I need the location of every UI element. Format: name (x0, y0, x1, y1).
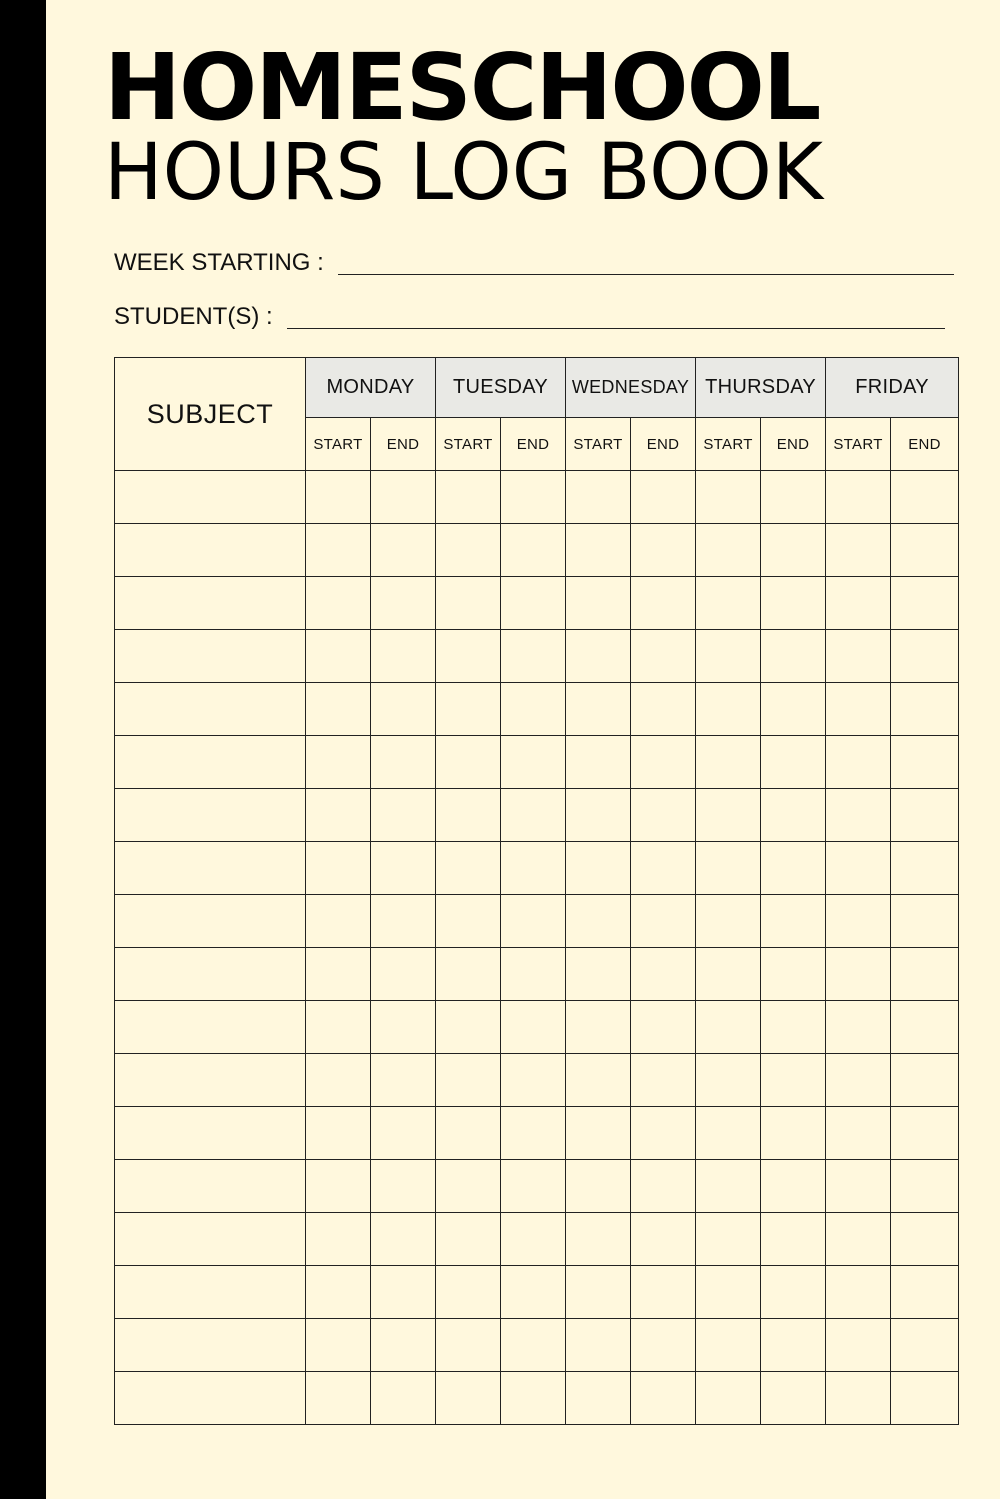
thursday-end-cell[interactable] (761, 789, 826, 842)
thursday-start-cell[interactable] (696, 1266, 761, 1319)
wednesday-end-cell[interactable] (631, 1266, 696, 1319)
thursday-end-cell[interactable] (761, 524, 826, 577)
subject-header: SUBJECT (115, 358, 306, 471)
wednesday-start-cell[interactable] (566, 789, 631, 842)
monday-start-cell[interactable] (306, 1372, 371, 1425)
table-row (115, 471, 959, 524)
monday-start-cell[interactable] (306, 895, 371, 948)
thursday-end-cell[interactable] (761, 1107, 826, 1160)
tuesday-start-cell[interactable] (436, 1054, 501, 1107)
thursday-start-cell[interactable] (696, 789, 761, 842)
wednesday-start-cell[interactable] (566, 1001, 631, 1054)
friday-end-cell[interactable] (891, 524, 959, 577)
monday-start-cell[interactable] (306, 736, 371, 789)
monday-end-cell[interactable] (371, 1001, 436, 1054)
friday-start-cell[interactable] (826, 1319, 891, 1372)
table-row (115, 1160, 959, 1213)
monday-start-header: START (306, 418, 371, 471)
friday-start-cell[interactable] (826, 1372, 891, 1425)
wednesday-end-cell[interactable] (631, 1160, 696, 1213)
tuesday-end-cell[interactable] (501, 895, 566, 948)
friday-end-cell[interactable] (891, 1001, 959, 1054)
thursday-end-header: END (761, 418, 826, 471)
monday-start-cell[interactable] (306, 1054, 371, 1107)
tuesday-start-cell[interactable] (436, 524, 501, 577)
friday-start-cell[interactable] (826, 630, 891, 683)
tuesday-end-cell[interactable] (501, 1001, 566, 1054)
wednesday-end-cell[interactable] (631, 577, 696, 630)
tuesday-start-cell[interactable] (436, 471, 501, 524)
thursday-end-cell[interactable] (761, 1001, 826, 1054)
tuesday-start-cell[interactable] (436, 948, 501, 1001)
tuesday-end-cell[interactable] (501, 789, 566, 842)
thursday-end-cell[interactable] (761, 1213, 826, 1266)
monday-end-cell[interactable] (371, 1266, 436, 1319)
wednesday-end-cell[interactable] (631, 683, 696, 736)
thursday-end-cell[interactable] (761, 1266, 826, 1319)
friday-start-cell[interactable] (826, 842, 891, 895)
wednesday-start-cell[interactable] (566, 524, 631, 577)
wednesday-start-cell[interactable] (566, 1266, 631, 1319)
friday-start-cell[interactable] (826, 1001, 891, 1054)
monday-end-cell[interactable] (371, 683, 436, 736)
thursday-end-cell[interactable] (761, 1372, 826, 1425)
friday-start-cell[interactable] (826, 948, 891, 1001)
monday-start-cell[interactable] (306, 1213, 371, 1266)
tuesday-start-cell[interactable] (436, 1319, 501, 1372)
friday-start-header: START (826, 418, 891, 471)
week-starting-field (114, 245, 954, 277)
subject-cell[interactable] (115, 1213, 306, 1266)
thursday-start-cell[interactable] (696, 1213, 761, 1266)
subject-cell[interactable] (115, 842, 306, 895)
wednesday-start-cell[interactable] (566, 895, 631, 948)
monday-end-cell[interactable] (371, 1054, 436, 1107)
monday-end-cell[interactable] (371, 524, 436, 577)
friday-end-cell[interactable] (891, 577, 959, 630)
wednesday-start-cell[interactable] (566, 1160, 631, 1213)
wednesday-start-cell[interactable] (566, 471, 631, 524)
tuesday-start-cell[interactable] (436, 1107, 501, 1160)
tuesday-start-cell[interactable] (436, 736, 501, 789)
tuesday-end-cell[interactable] (501, 1054, 566, 1107)
wednesday-end-cell[interactable] (631, 789, 696, 842)
thursday-end-cell[interactable] (761, 736, 826, 789)
monday-end-cell[interactable] (371, 842, 436, 895)
wednesday-end-cell[interactable] (631, 524, 696, 577)
monday-end-cell[interactable] (371, 789, 436, 842)
table-row (115, 1107, 959, 1160)
table-row (115, 630, 959, 683)
tuesday-end-cell[interactable] (501, 1213, 566, 1266)
subject-cell[interactable] (115, 1001, 306, 1054)
tuesday-end-cell[interactable] (501, 1107, 566, 1160)
monday-end-cell[interactable] (371, 577, 436, 630)
monday-end-cell[interactable] (371, 1372, 436, 1425)
monday-start-cell[interactable] (306, 789, 371, 842)
thursday-end-cell[interactable] (761, 471, 826, 524)
table-row (115, 1001, 959, 1054)
thursday-start-cell[interactable] (696, 1107, 761, 1160)
monday-end-header: END (371, 418, 436, 471)
friday-start-cell[interactable] (826, 789, 891, 842)
wednesday-start-cell[interactable] (566, 948, 631, 1001)
wednesday-start-cell[interactable] (566, 842, 631, 895)
wednesday-end-cell[interactable] (631, 736, 696, 789)
wednesday-start-cell[interactable] (566, 1213, 631, 1266)
friday-end-cell[interactable] (891, 1107, 959, 1160)
tuesday-start-cell[interactable] (436, 895, 501, 948)
monday-end-cell[interactable] (371, 895, 436, 948)
thursday-start-cell[interactable] (696, 1160, 761, 1213)
monday-end-cell[interactable] (371, 1319, 436, 1372)
friday-end-cell[interactable] (891, 948, 959, 1001)
thursday-start-header: START (696, 418, 761, 471)
wednesday-end-cell[interactable] (631, 1213, 696, 1266)
monday-start-cell[interactable] (306, 1001, 371, 1054)
wednesday-start-cell[interactable] (566, 577, 631, 630)
wednesday-end-cell[interactable] (631, 471, 696, 524)
thursday-start-cell[interactable] (696, 471, 761, 524)
wednesday-start-cell[interactable] (566, 1372, 631, 1425)
tuesday-end-cell[interactable] (501, 630, 566, 683)
friday-end-cell[interactable] (891, 895, 959, 948)
tuesday-start-cell[interactable] (436, 789, 501, 842)
tuesday-end-cell[interactable] (501, 1160, 566, 1213)
subject-cell[interactable] (115, 1372, 306, 1425)
tuesday-start-cell[interactable] (436, 1001, 501, 1054)
day-header-thursday: THURSDAY (696, 358, 826, 418)
subject-cell[interactable] (115, 1054, 306, 1107)
monday-start-cell[interactable] (306, 524, 371, 577)
day-header-row (115, 358, 959, 418)
wednesday-end-cell[interactable] (631, 1107, 696, 1160)
monday-end-cell[interactable] (371, 1213, 436, 1266)
wednesday-end-cell[interactable] (631, 1001, 696, 1054)
subject-cell[interactable] (115, 1319, 306, 1372)
subject-cell[interactable] (115, 948, 306, 1001)
friday-end-cell[interactable] (891, 1054, 959, 1107)
thursday-end-cell[interactable] (761, 683, 826, 736)
subject-cell[interactable] (115, 577, 306, 630)
thursday-end-cell[interactable] (761, 948, 826, 1001)
wednesday-start-cell[interactable] (566, 1107, 631, 1160)
friday-start-cell[interactable] (826, 524, 891, 577)
thursday-start-cell[interactable] (696, 842, 761, 895)
monday-start-cell[interactable] (306, 1319, 371, 1372)
monday-start-cell[interactable] (306, 630, 371, 683)
monday-start-cell[interactable] (306, 471, 371, 524)
table-row (115, 1054, 959, 1107)
subject-cell[interactable] (115, 630, 306, 683)
wednesday-start-cell[interactable] (566, 630, 631, 683)
tuesday-end-cell[interactable] (501, 524, 566, 577)
tuesday-end-cell[interactable] (501, 471, 566, 524)
tuesday-end-cell[interactable] (501, 1266, 566, 1319)
monday-end-cell[interactable] (371, 630, 436, 683)
thursday-start-cell[interactable] (696, 1372, 761, 1425)
table-row (115, 736, 959, 789)
hours-log-table (114, 357, 959, 1425)
monday-start-cell[interactable] (306, 948, 371, 1001)
monday-start-cell[interactable] (306, 1266, 371, 1319)
day-header-monday: MONDAY (306, 358, 436, 418)
subject-cell[interactable] (115, 471, 306, 524)
title-homeschool: HOMESCHOOL (104, 34, 820, 141)
wednesday-start-cell[interactable] (566, 1319, 631, 1372)
thursday-start-cell[interactable] (696, 736, 761, 789)
wednesday-end-cell[interactable] (631, 1372, 696, 1425)
tuesday-end-header: END (501, 418, 566, 471)
table-row (115, 789, 959, 842)
students-field (114, 299, 945, 331)
subject-cell[interactable] (115, 895, 306, 948)
thursday-start-cell[interactable] (696, 1054, 761, 1107)
friday-end-cell[interactable] (891, 1266, 959, 1319)
table-row (115, 524, 959, 577)
monday-end-cell[interactable] (371, 471, 436, 524)
day-header-friday: FRIDAY (826, 358, 959, 418)
friday-end-cell[interactable] (891, 736, 959, 789)
friday-end-cell[interactable] (891, 1319, 959, 1372)
friday-start-cell[interactable] (826, 1160, 891, 1213)
tuesday-end-cell[interactable] (501, 948, 566, 1001)
wednesday-start-cell[interactable] (566, 736, 631, 789)
day-header-wednesday: WEDNESDAY (566, 358, 696, 418)
subject-cell[interactable] (115, 524, 306, 577)
table-row (115, 948, 959, 1001)
monday-start-cell[interactable] (306, 1107, 371, 1160)
students-blank-line[interactable] (287, 328, 945, 329)
friday-start-cell[interactable] (826, 577, 891, 630)
wednesday-end-cell[interactable] (631, 948, 696, 1001)
friday-end-cell[interactable] (891, 842, 959, 895)
log-table-body (115, 471, 959, 1425)
friday-start-cell[interactable] (826, 1266, 891, 1319)
students-label: STUDENT(S) : (114, 303, 273, 330)
friday-start-cell[interactable] (826, 471, 891, 524)
thursday-start-cell[interactable] (696, 524, 761, 577)
subject-cell[interactable] (115, 736, 306, 789)
monday-start-cell[interactable] (306, 683, 371, 736)
friday-start-cell[interactable] (826, 683, 891, 736)
friday-start-cell[interactable] (826, 1054, 891, 1107)
thursday-end-cell[interactable] (761, 895, 826, 948)
thursday-start-cell[interactable] (696, 630, 761, 683)
subject-cell[interactable] (115, 789, 306, 842)
subject-cell[interactable] (115, 1160, 306, 1213)
thursday-end-cell[interactable] (761, 1054, 826, 1107)
tuesday-end-cell[interactable] (501, 1319, 566, 1372)
thursday-start-cell[interactable] (696, 1001, 761, 1054)
thursday-end-cell[interactable] (761, 1160, 826, 1213)
tuesday-start-cell[interactable] (436, 1160, 501, 1213)
subject-cell[interactable] (115, 1107, 306, 1160)
table-row (115, 683, 959, 736)
wednesday-end-cell[interactable] (631, 1319, 696, 1372)
tuesday-start-cell[interactable] (436, 842, 501, 895)
tuesday-end-cell[interactable] (501, 577, 566, 630)
friday-end-cell[interactable] (891, 683, 959, 736)
friday-start-cell[interactable] (826, 736, 891, 789)
tuesday-start-cell[interactable] (436, 630, 501, 683)
title-hours-log-book: HOURS LOG BOOK (104, 128, 824, 218)
week-starting-blank-line[interactable] (338, 274, 954, 275)
tuesday-end-cell[interactable] (501, 736, 566, 789)
tuesday-end-cell[interactable] (501, 842, 566, 895)
wednesday-start-cell[interactable] (566, 683, 631, 736)
wednesday-end-cell[interactable] (631, 1054, 696, 1107)
wednesday-end-cell[interactable] (631, 630, 696, 683)
tuesday-end-cell[interactable] (501, 683, 566, 736)
table-row (115, 842, 959, 895)
monday-start-cell[interactable] (306, 1160, 371, 1213)
friday-end-cell[interactable] (891, 630, 959, 683)
wednesday-end-header: END (631, 418, 696, 471)
friday-start-cell[interactable] (826, 895, 891, 948)
tuesday-start-cell[interactable] (436, 683, 501, 736)
week-starting-label: WEEK STARTING : (114, 249, 324, 276)
monday-end-cell[interactable] (371, 948, 436, 1001)
thursday-start-cell[interactable] (696, 948, 761, 1001)
monday-start-cell[interactable] (306, 577, 371, 630)
tuesday-start-cell[interactable] (436, 1266, 501, 1319)
friday-end-cell[interactable] (891, 789, 959, 842)
table-row (115, 1213, 959, 1266)
wednesday-start-header: START (566, 418, 631, 471)
thursday-end-cell[interactable] (761, 842, 826, 895)
friday-end-cell[interactable] (891, 1160, 959, 1213)
thursday-start-cell[interactable] (696, 577, 761, 630)
day-header-tuesday: TUESDAY (436, 358, 566, 418)
tuesday-start-cell[interactable] (436, 1372, 501, 1425)
friday-start-cell[interactable] (826, 1213, 891, 1266)
monday-start-cell[interactable] (306, 842, 371, 895)
thursday-end-cell[interactable] (761, 630, 826, 683)
wednesday-end-cell[interactable] (631, 842, 696, 895)
friday-end-cell[interactable] (891, 1372, 959, 1425)
friday-end-cell[interactable] (891, 1213, 959, 1266)
tuesday-start-cell[interactable] (436, 1213, 501, 1266)
table-row (115, 1266, 959, 1319)
wednesday-end-cell[interactable] (631, 895, 696, 948)
tuesday-end-cell[interactable] (501, 1372, 566, 1425)
monday-end-cell[interactable] (371, 1107, 436, 1160)
table-row (115, 1372, 959, 1425)
wednesday-start-cell[interactable] (566, 1054, 631, 1107)
monday-end-cell[interactable] (371, 1160, 436, 1213)
tuesday-start-header: START (436, 418, 501, 471)
friday-start-cell[interactable] (826, 1107, 891, 1160)
monday-end-cell[interactable] (371, 736, 436, 789)
thursday-start-cell[interactable] (696, 683, 761, 736)
table-row (115, 1319, 959, 1372)
table-row (115, 895, 959, 948)
subject-cell[interactable] (115, 1266, 306, 1319)
thursday-end-cell[interactable] (761, 577, 826, 630)
table-row (115, 577, 959, 630)
thursday-start-cell[interactable] (696, 895, 761, 948)
subject-cell[interactable] (115, 683, 306, 736)
friday-end-cell[interactable] (891, 471, 959, 524)
book-spine (0, 0, 46, 1499)
tuesday-start-cell[interactable] (436, 577, 501, 630)
thursday-end-cell[interactable] (761, 1319, 826, 1372)
thursday-start-cell[interactable] (696, 1319, 761, 1372)
friday-end-header: END (891, 418, 959, 471)
